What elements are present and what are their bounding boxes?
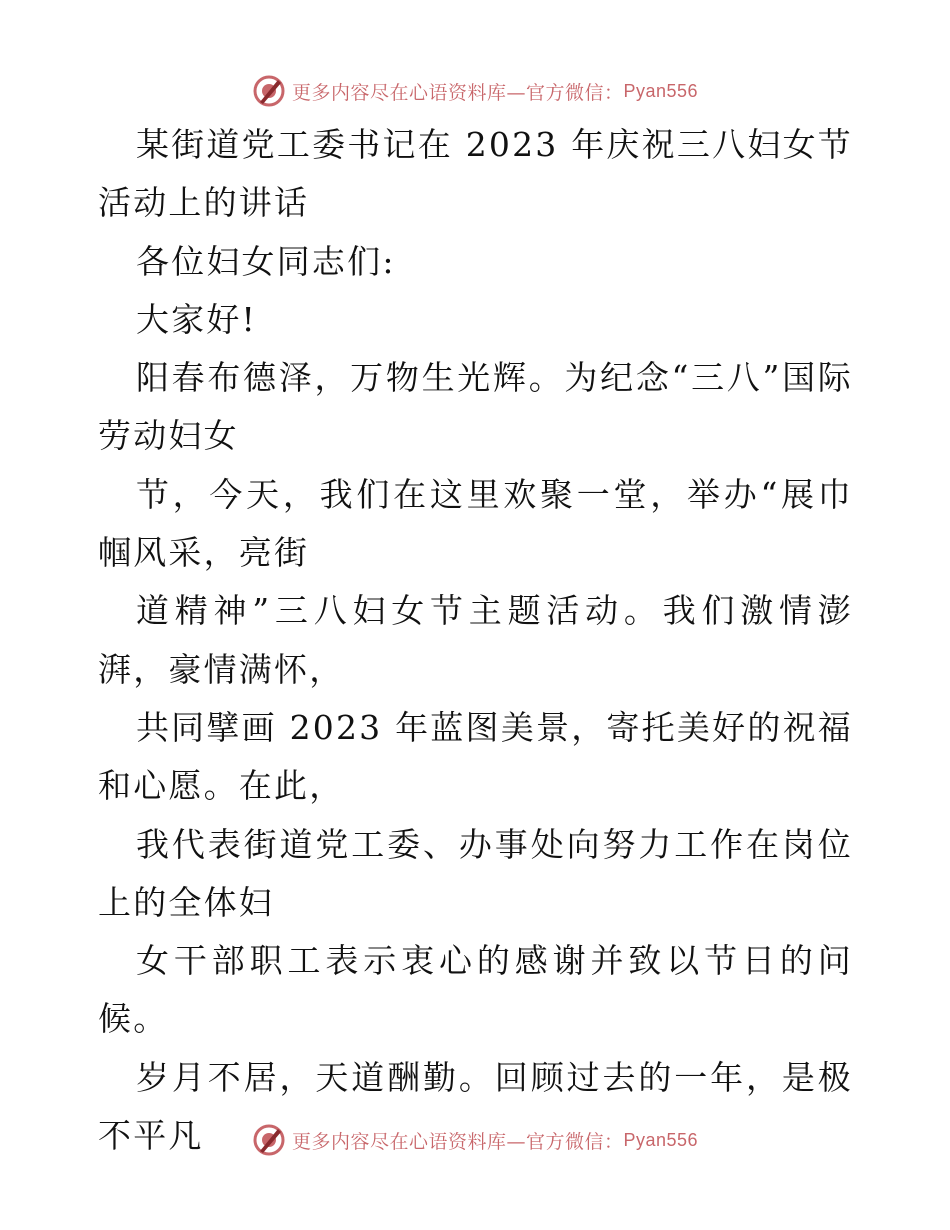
paragraph: 岁月不居，天道酬勤。回顾过去的一年，是极不平凡	[98, 1057, 853, 1156]
header-watermark-banner	[0, 71, 950, 111]
paragraph: 节，今天，我们在这里欢聚一堂，举办“展巾帼风采，亮街	[98, 474, 853, 573]
quill-logo-icon	[252, 1123, 286, 1157]
paragraph-salutation: 各位妇女同志们:	[135, 241, 396, 281]
paragraph: 我代表街道党工委、办事处向努力工作在岗位上的全体妇	[98, 824, 853, 922]
header-wechat-id: Pyan556	[623, 80, 699, 101]
footer-wechat-id: Pyan556	[623, 1129, 699, 1150]
paragraph-greeting: 大家好!	[135, 299, 257, 339]
quill-logo-icon	[252, 74, 286, 108]
footer-banner-text: 更多内容尽在心语资料库—官方微信：	[291, 1130, 624, 1153]
paragraph: 共同擘画 2023 年蓝图美景，寄托美好的祝福和心愿。在此，	[98, 707, 853, 806]
paragraph-title: 某街道党工委书记在 2023 年庆祝三八妇女节活动上的讲话	[98, 125, 853, 223]
paragraph: 阳春布德泽，万物生光辉。为纪念“三八”国际劳动妇女	[98, 358, 853, 456]
header-banner-text: 更多内容尽在心语资料库—官方微信：	[291, 81, 624, 104]
document-body	[98, 116, 853, 1165]
paragraph: 女干部职工表示衷心的感谢并致以节日的问候。	[98, 941, 853, 1039]
paragraph: 道精神”三八妇女节主题活动。我们激情澎湃，豪情满怀，	[98, 591, 853, 689]
footer-watermark-banner	[0, 1120, 950, 1160]
